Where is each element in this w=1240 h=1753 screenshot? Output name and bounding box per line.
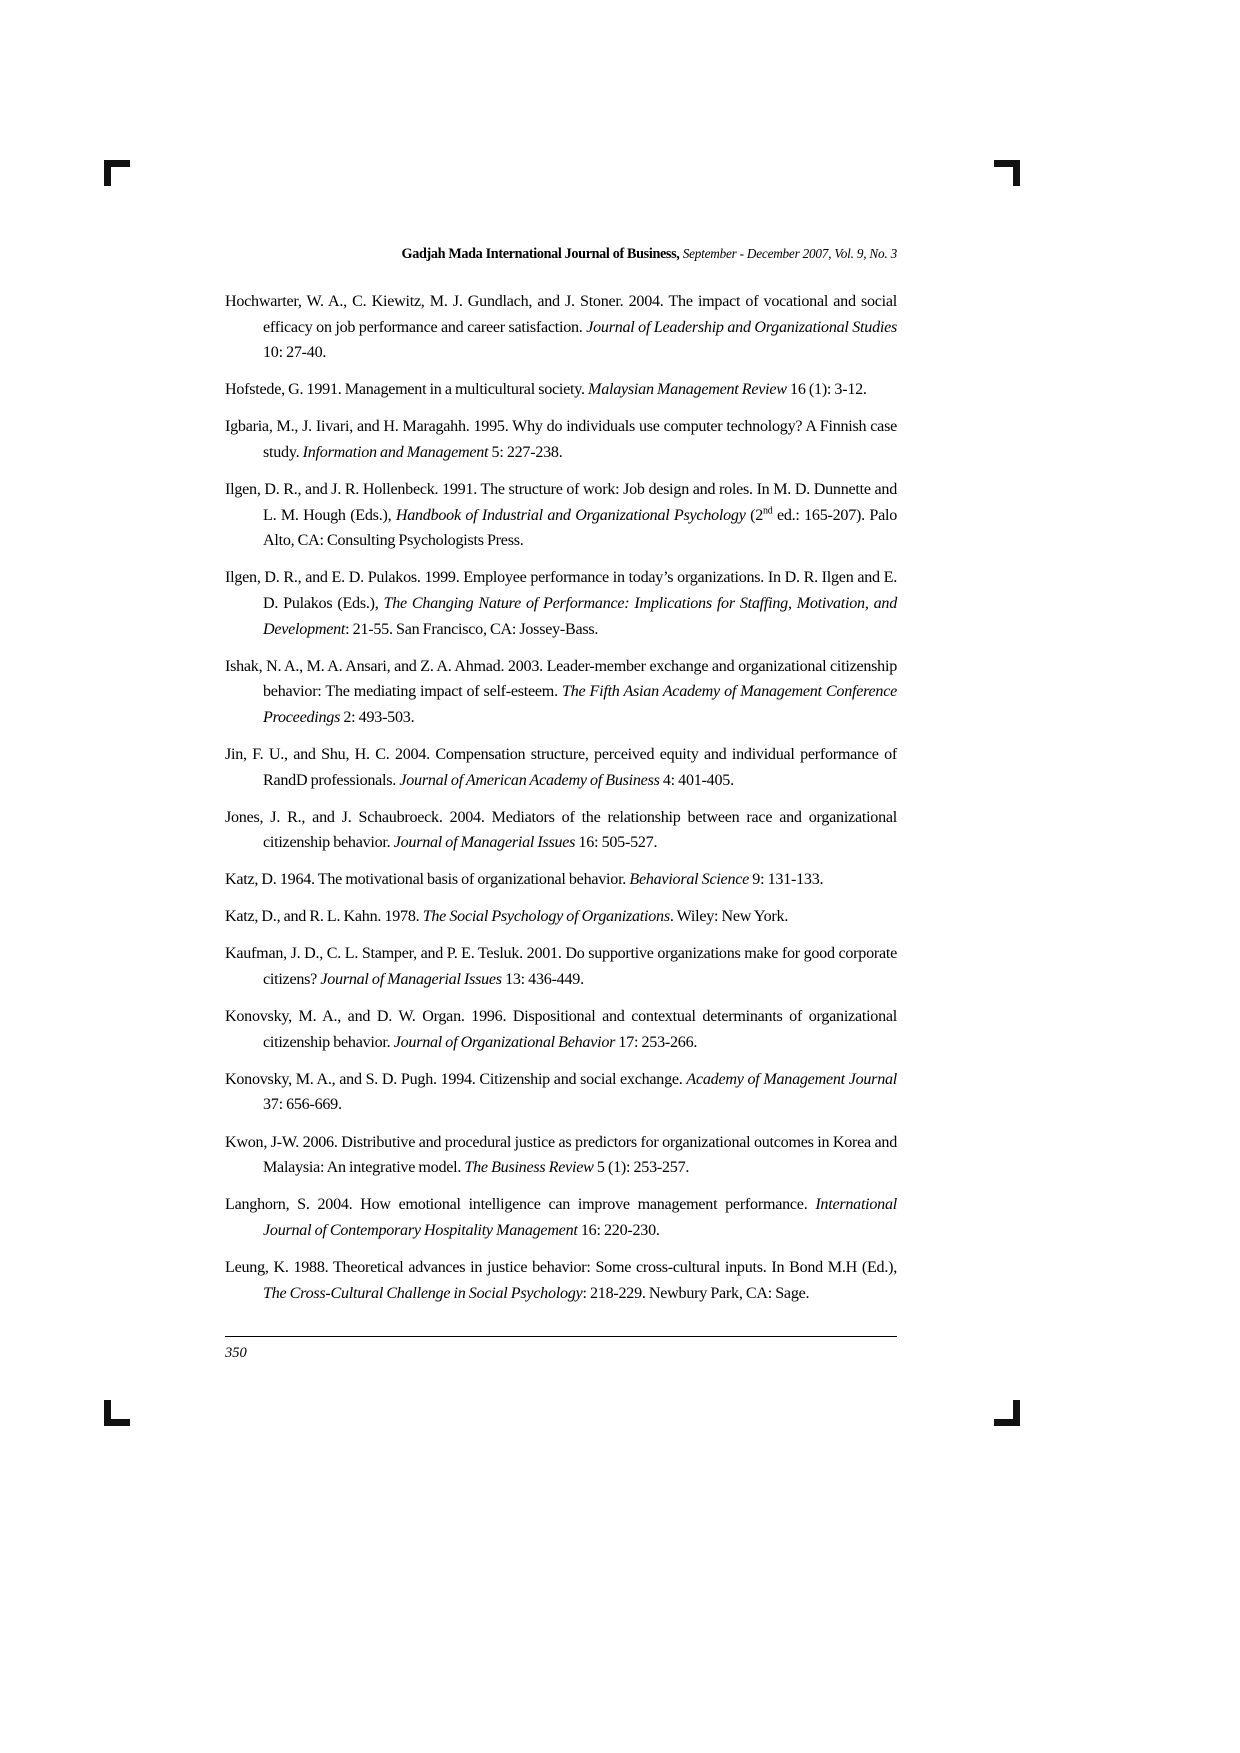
reference-entry: Hochwarter, W. A., C. Kiewitz, M. J. Gundlach, and J. Stoner. 2004. The impact of vocational and social efficacy on job performance and career satisfaction. Journal of Leadership and Organizational Studies 10: 27-40. — [225, 293, 897, 362]
running-header-journal: Gadjah Mada International Journal of Business, — [401, 246, 680, 262]
reference-entry: Jones, J. R., and J. Schaubroeck. 2004. Mediators of the relationship between race and organizational citizenship behavior. Journal of Managerial Issues 16: 505-527. — [225, 808, 897, 852]
running-header — [225, 246, 897, 263]
crop-mark-bottom-left — [104, 1400, 130, 1426]
crop-mark-top-right — [994, 160, 1020, 186]
page-number: 350 — [225, 1345, 247, 1362]
reference-entry: Hofstede, G. 1991. Management in a multicultural society. Malaysian Management Review 16 (1): 3-12. — [225, 381, 867, 399]
reference-list — [225, 289, 897, 1306]
reference-entry: Jin, F. U., and Shu, H. C. 2004. Compensation structure, perceived equity and individual performance of RandD professionals. Journal of American Academy of Business 4: 401-405. — [225, 745, 897, 789]
reference-entry: Katz, D., and R. L. Kahn. 1978. The Social Psychology of Organizations. Wiley: New York. — [225, 908, 789, 926]
reference-entry: Kaufman, J. D., C. L. Stamper, and P. E. Tesluk. 2001. Do supportive organizations make for good corporate citizens? Journal of Managerial Issues 13: 436-449. — [225, 945, 897, 989]
reference-entry: Leung, K. 1988. Theoretical advances in justice behavior: Some cross-cultural inputs. In Bond M.H (Ed.), The Cross-Cultural Challenge in Social Psychology: 218-229. Newbury Park, CA: Sage. — [225, 1258, 897, 1302]
reference-entry: Ishak, N. A., M. A. Ansari, and Z. A. Ahmad. 2003. Leader-member exchange and organizational citizenship behavior: The mediating impact of self-esteem. The Fifth Asian Academy of Management Conference Proceedings 2: 493-503. — [225, 657, 898, 726]
crop-mark-bottom-right — [994, 1400, 1020, 1426]
reference-entry: Ilgen, D. R., and E. D. Pulakos. 1999. Employee performance in today’s organizations. In D. R. Ilgen and E. D. Pulakos (Eds.), The Changing Nature of Performance: Implications for Staffing, Motivation, and Development: 21-55. San Francisco, CA: Jossey-Bass. — [225, 569, 897, 638]
page-content — [225, 246, 897, 1362]
running-header-issue: September - December 2007, Vol. 9, No. 3 — [682, 246, 897, 261]
footer-divider — [225, 1336, 897, 1337]
reference-entry: Langhorn, S. 2004. How emotional intelligence can improve management performance. International Journal of Contemporary Hospitality Management 16: 220-230. — [225, 1196, 897, 1239]
reference-entry: Katz, D. 1964. The motivational basis of organizational behavior. Behavioral Science 9: 131-133. — [225, 871, 824, 889]
crop-mark-top-left — [104, 160, 130, 186]
reference-entry: Konovsky, M. A., and D. W. Organ. 1996. Dispositional and contextual determinants of organizational citizenship behavior. Journal of Organizational Behavior 17: 253-266. — [225, 1008, 897, 1051]
reference-entry: Igbaria, M., J. Iivari, and H. Maragahh. 1995. Why do individuals use computer technology? A Finnish case study. Information and Management 5: 227-238. — [225, 418, 897, 461]
reference-entry: Kwon, J-W. 2006. Distributive and procedural justice as predictors for organizational outcomes in Korea and Malaysia: An integrative model. The Business Review 5 (1): 253-257. — [225, 1133, 897, 1177]
reference-entry: Konovsky, M. A., and S. D. Pugh. 1994. Citizenship and social exchange. Academy of Management Journal 37: 656-669. — [225, 1070, 898, 1114]
reference-entry: Ilgen, D. R., and J. R. Hollenbeck. 1991. The structure of work: Job design and roles. In M. D. Dunnette and L. M. Hough (Eds.), Handbook of Industrial and Organizational Psychology (2nd ed.: 165-207). Palo Alto, CA: Consulting Psychologists Press. — [225, 481, 897, 550]
